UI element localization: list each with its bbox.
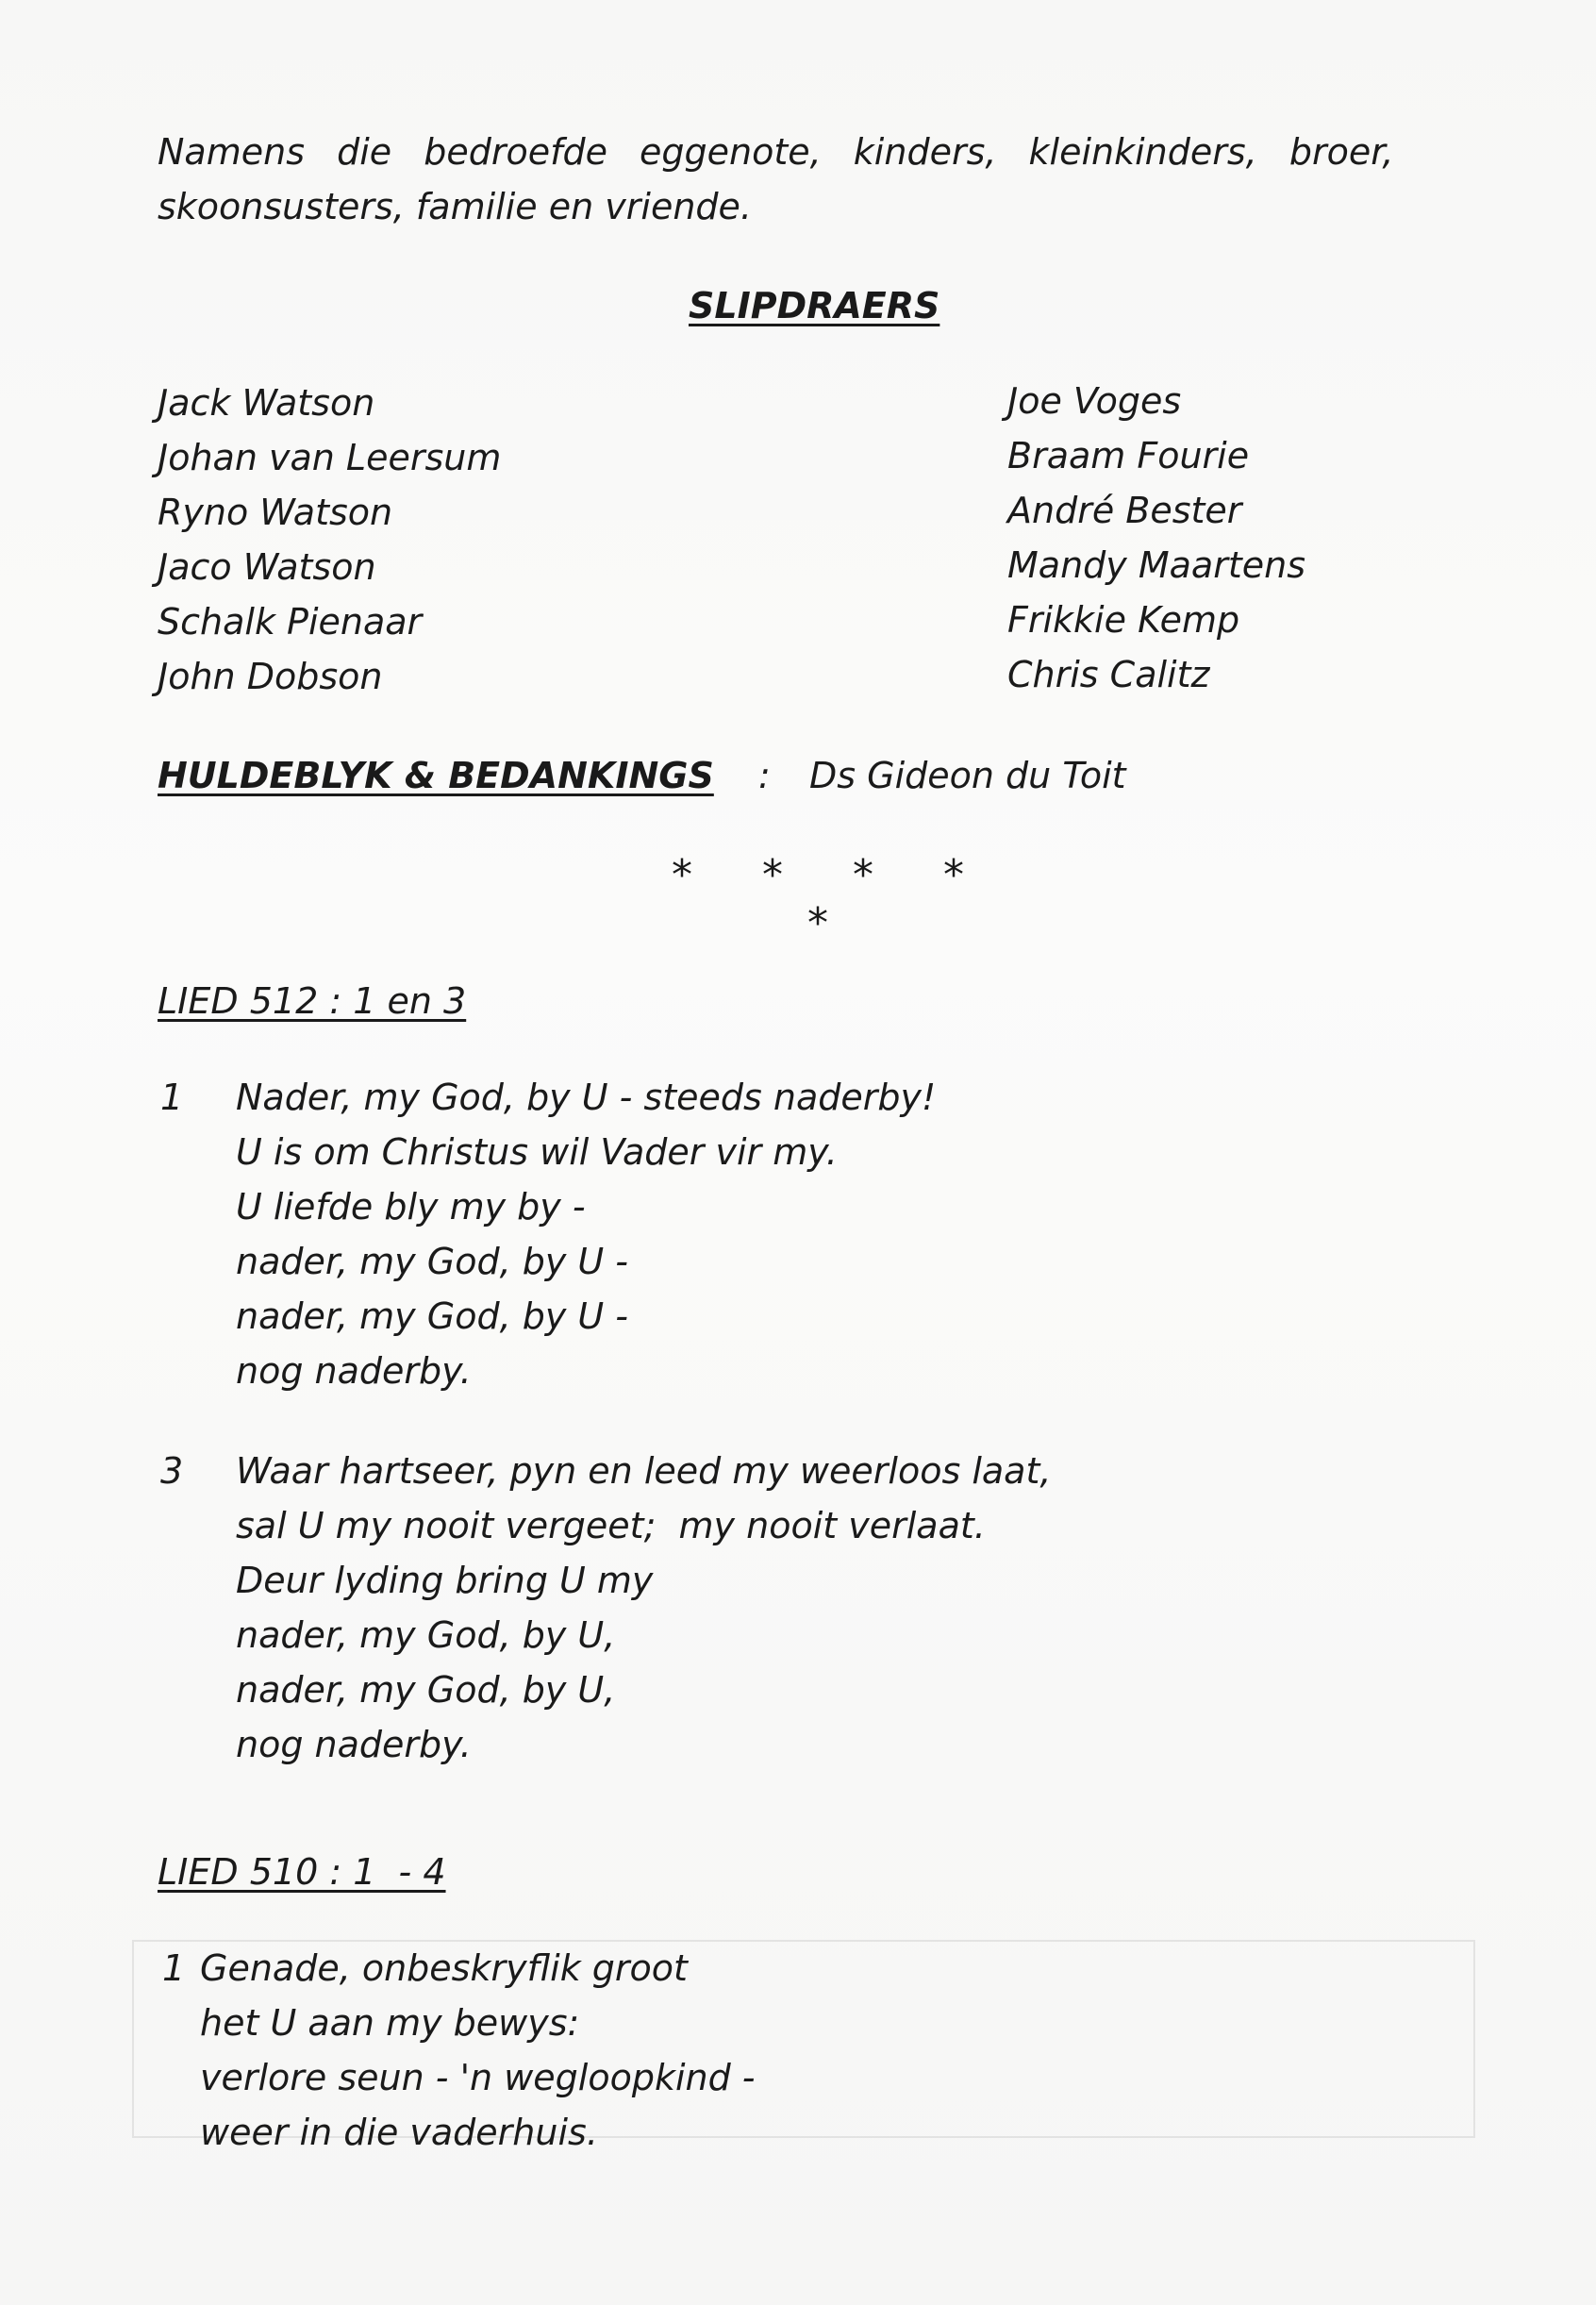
verse-line: U liefde bly my by - [236, 1186, 586, 1228]
pallbearer-name: Frikkie Kemp [1007, 599, 1240, 641]
verse-line: nog naderby. [236, 1724, 472, 1765]
verse-line: Genade, onbeskryflik groot [200, 1947, 688, 1989]
verse-line: nog naderby. [236, 1350, 472, 1392]
verse-line: U is om Christus wil Vader vir my. [236, 1131, 838, 1173]
pallbearer-name: John Dobson [158, 656, 383, 697]
pallbearer-name: Jack Watson [158, 382, 375, 424]
verse-line: nader, my God, by U - [236, 1241, 629, 1282]
verse-number: 3 [160, 1450, 184, 1492]
hymn-512-heading: LIED 512 : 1 en 3 [158, 980, 467, 1022]
intro-line-2: skoonsusters, familie en vriende. [158, 186, 752, 227]
pallbearers-heading: SLIPDRAERS [689, 285, 940, 326]
verse-line: weer in die vaderhuis. [200, 2112, 598, 2153]
verse-line: nader, my God, by U, [236, 1669, 616, 1711]
verse-line: het U aan my bewys: [200, 2002, 580, 2044]
pallbearer-name: André Bester [1007, 490, 1242, 531]
verse-number: 1 [162, 1947, 186, 1989]
intro-line-1: Namens die bedroefde eggenote, kinders, kleinkinders, broer, [158, 131, 1394, 173]
tribute-speaker: Ds Gideon du Toit [809, 755, 1126, 796]
hymn-510-heading: LIED 510 : 1 - 4 [158, 1851, 446, 1893]
pallbearer-name: Mandy Maartens [1007, 544, 1305, 586]
verse-line: nader, my God, by U, [236, 1614, 616, 1656]
verse-number: 1 [160, 1077, 184, 1118]
verse-line: Deur lyding bring U my [236, 1560, 654, 1601]
tribute-separator: : [758, 755, 771, 796]
verse-line: nader, my God, by U - [236, 1295, 629, 1337]
verse-line: verlore seun - 'n wegloopkind - [200, 2057, 756, 2098]
verse-line: Nader, my God, by U - steeds naderby! [236, 1077, 937, 1118]
verse-line: sal U my nooit vergeet; my nooit verlaat. [236, 1505, 986, 1546]
pallbearer-name: Braam Fourie [1007, 435, 1250, 476]
pallbearer-name: Ryno Watson [158, 492, 393, 533]
star-divider [634, 851, 1030, 947]
pallbearer-name: Schalk Pienaar [158, 601, 423, 643]
pallbearer-name: Johan van Leersum [158, 437, 502, 478]
divider-text: * * * * * [672, 851, 992, 947]
pallbearer-name: Joe Voges [1007, 380, 1182, 422]
tribute-heading: HULDEBLYK & BEDANKINGS [158, 755, 714, 796]
verse-line: Waar hartseer, pyn en leed my weerloos laat, [236, 1450, 1052, 1492]
pallbearer-name: Jaco Watson [158, 546, 376, 588]
pallbearer-name: Chris Calitz [1007, 654, 1210, 695]
